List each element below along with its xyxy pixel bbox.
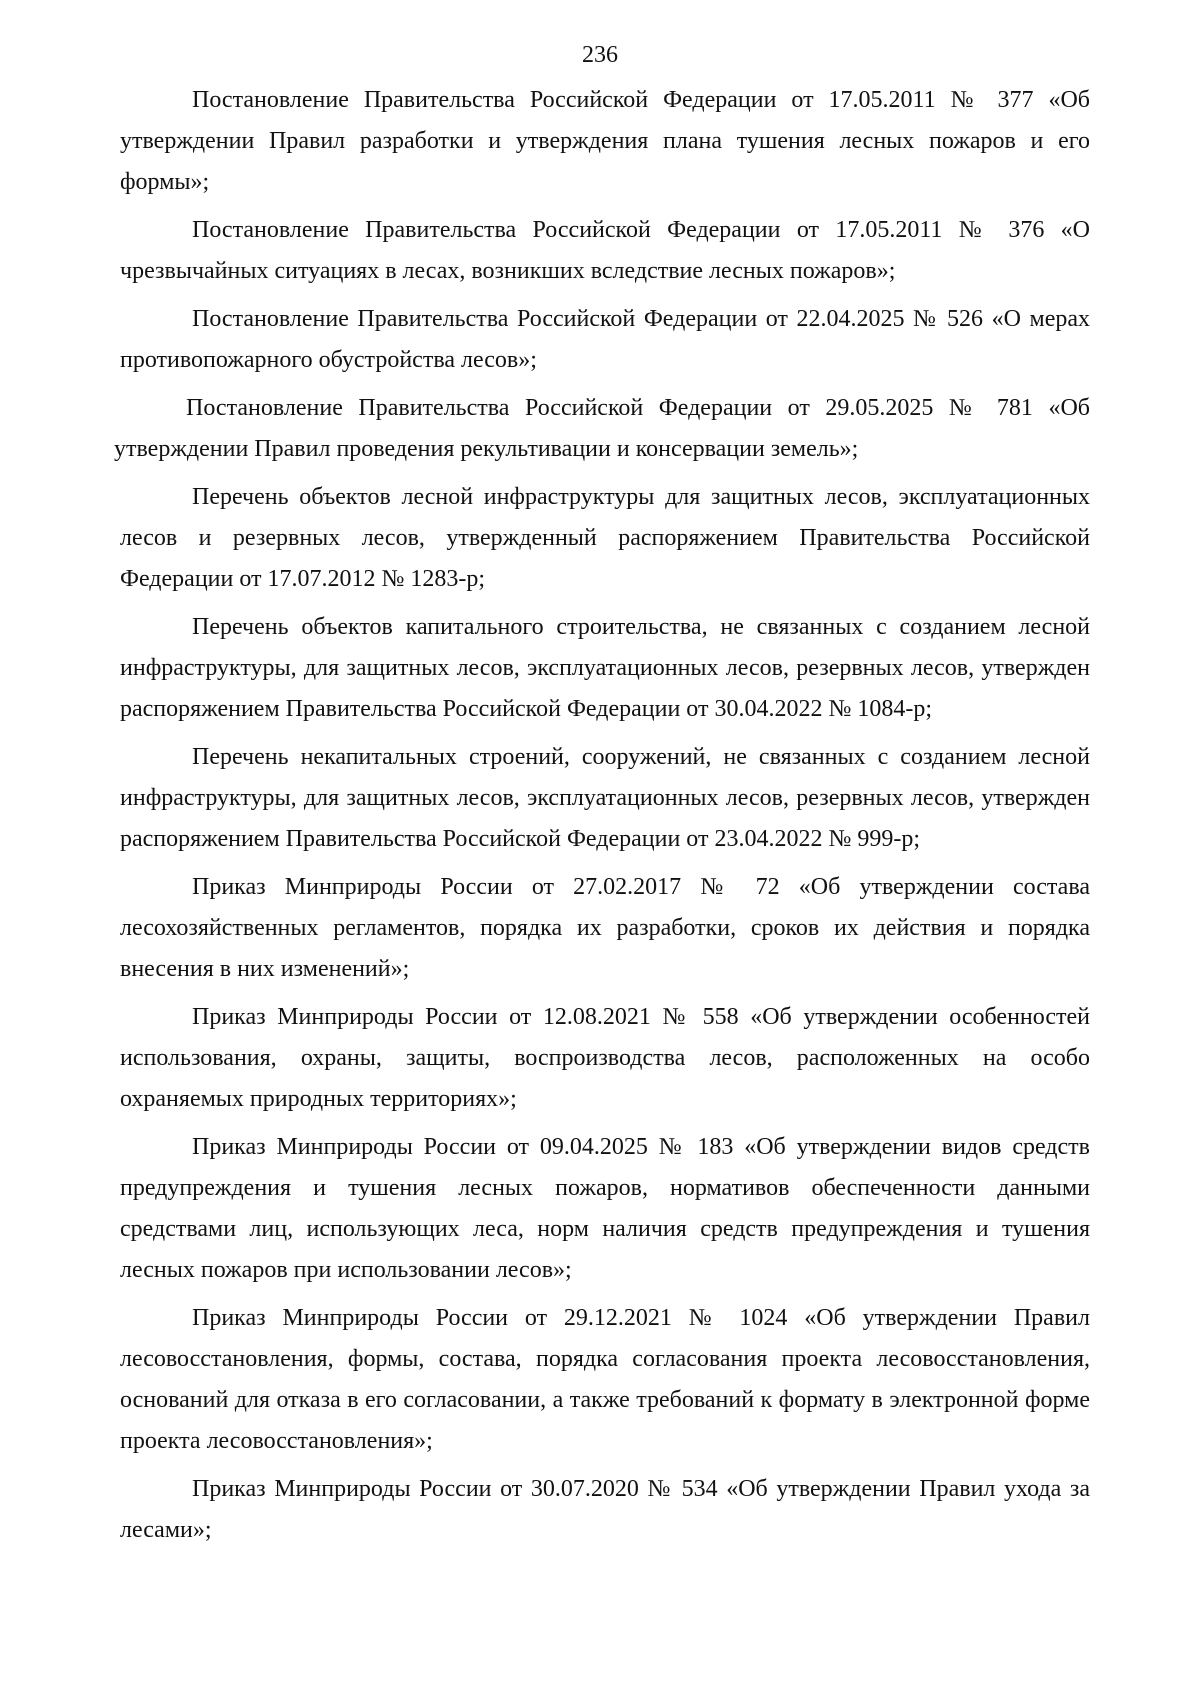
document-body [114,80,1090,1558]
paragraph-6: Перечень объектов капитального строительства, не связанных с созданием лесной инфраструктуры, для защитных лесов, эксплуатационных лесов, резервных лесов, утвержден распоряжением Правительства Российской Федерации от 30.04.2022 № 1084-р; [120,614,1090,722]
paragraph-7: Перечень некапитальных строений, сооружений, не связанных с созданием лесной инфраструктуры, для защитных лесов, эксплуатационных лесов, резервных лесов, утвержден распоряжением Правительства Российской Федерации от 23.04.2022 № 999-р; [120,744,1090,852]
paragraph-3: Постановление Правительства Российской Федерации от 22.04.2025 № 526 «О мерах противопожарного обустройства лесов»; [120,306,1090,373]
paragraph-8: Приказ Минприроды России от 27.02.2017 № 72 «Об утверждении состава лесохозяйственных регламентов, порядка их разработки, сроков их действия и порядка внесения в них изменений»; [120,874,1090,982]
page-number: 236 [582,42,618,68]
paragraph-2: Постановление Правительства Российской Федерации от 17.05.2011 № 376 «О чрезвычайных ситуациях в лесах, возникших вследствие лесных пожаров»; [120,217,1090,284]
paragraph-5: Перечень объектов лесной инфраструктуры для защитных лесов, эксплуатационных лесов и резервных лесов, утвержденный распоряжением Правительства Российской Федерации от 17.07.2012 № 1283-р; [120,484,1090,592]
paragraph-1: Постановление Правительства Российской Федерации от 17.05.2011 № 377 «Об утверждении Правил разработки и утверждения плана тушения лесных пожаров и его формы»; [120,87,1090,195]
paragraph-10: Приказ Минприроды России от 09.04.2025 № 183 «Об утверждении видов средств предупреждения и тушения лесных пожаров, нормативов обеспеченности данными средствами лиц, использующих леса, норм наличия средств предупреждения и тушения лесных пожаров при использовании лесов»; [120,1134,1090,1283]
paragraph-4: Постановление Правительства Российской Федерации от 29.05.2025 № 781 «Об утверждении Правил проведения рекультивации и консервации земель»; [114,395,1090,462]
paragraph-12: Приказ Минприроды России от 30.07.2020 № 534 «Об утверждении Правил ухода за лесами»; [120,1476,1090,1543]
paragraph-9: Приказ Минприроды России от 12.08.2021 № 558 «Об утверждении особенностей использования, охраны, защиты, воспроизводства лесов, расположенных на особо охраняемых природных территориях»; [120,1004,1090,1112]
paragraph-11: Приказ Минприроды России от 29.12.2021 № 1024 «Об утверждении Правил лесовосстановления, формы, состава, порядка согласования проекта лесовосстановления, оснований для отказа в его согласовании, а также требований к формату в электронной форме проекта лесовосстановления»; [120,1305,1090,1454]
